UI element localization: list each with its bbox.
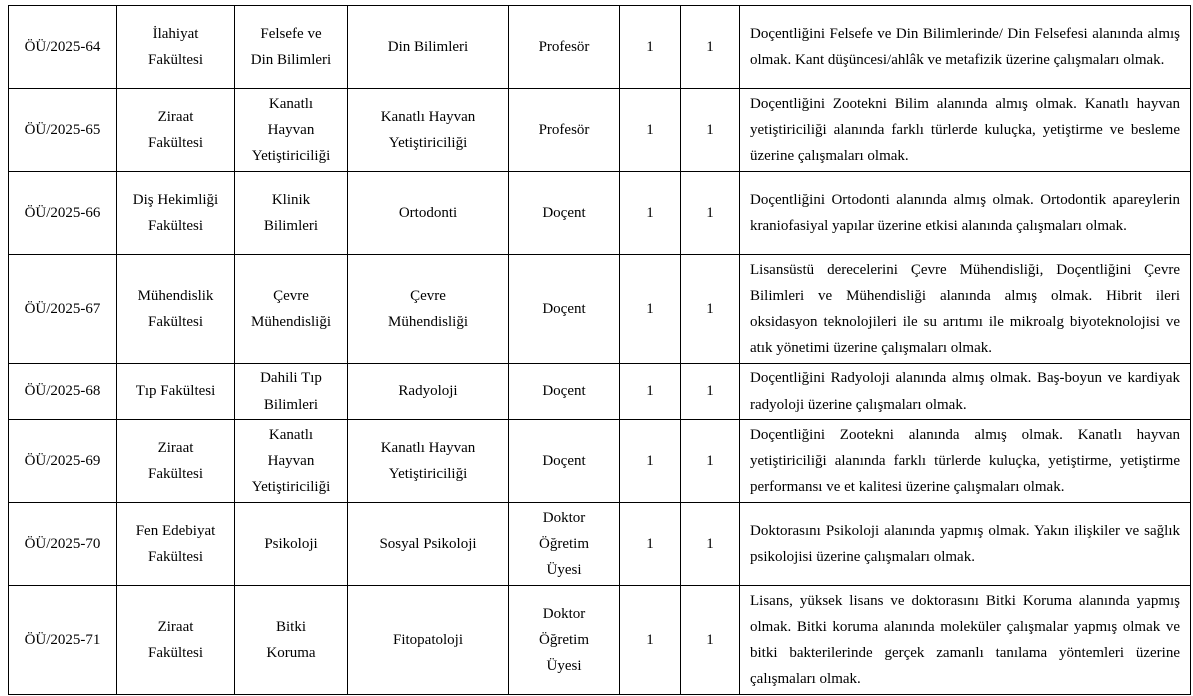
title-line: Doktor — [542, 605, 586, 622]
cell-requirements: Doçentliğini Felsefe ve Din Bilimlerinde/ Din Felsefesi alanında almış olmak. Kant düşüncesi/ahlâk ve metafizik üzerine çalışmaları olmak. — [740, 6, 1191, 89]
cell-count-a: 1 — [620, 586, 681, 695]
cell-count-b: 1 — [681, 255, 740, 364]
department-line: Mühendisliği — [250, 314, 331, 330]
faculty-line: Fakültesi — [148, 549, 203, 565]
cell-department — [235, 6, 348, 89]
department-line: Çevre — [273, 287, 309, 304]
cell-title — [509, 503, 620, 586]
cell-department — [235, 503, 348, 586]
faculty-line: Ziraat — [157, 618, 194, 635]
cell-faculty — [117, 364, 235, 420]
faculty-line: Fakültesi — [148, 314, 203, 330]
table-row — [9, 364, 1191, 420]
cell-count-a: 1 — [620, 172, 681, 255]
cell-faculty — [117, 6, 235, 89]
cell-code: ÖÜ/2025-66 — [9, 172, 117, 255]
faculty-line: Fakültesi — [148, 645, 203, 661]
cell-faculty — [117, 255, 235, 364]
cell-division — [348, 89, 509, 172]
title-line: Öğretim — [539, 535, 589, 552]
cell-department — [235, 586, 348, 695]
division-line: Yetiştiriciliği — [388, 135, 468, 151]
cell-department — [235, 89, 348, 172]
cell-count-b: 1 — [681, 586, 740, 695]
cell-code: ÖÜ/2025-65 — [9, 89, 117, 172]
cell-requirements: Doçentliğini Radyoloji alanında almış olmak. Baş-boyun ve kardiyak radyoloji üzerine çalışmaları olmak. — [740, 364, 1191, 420]
cell-division — [348, 586, 509, 695]
cell-count-b: 1 — [681, 364, 740, 420]
division-line: Fitopatoloji — [392, 631, 463, 648]
cell-department — [235, 420, 348, 503]
cell-code: ÖÜ/2025-68 — [9, 364, 117, 420]
cell-count-a: 1 — [620, 503, 681, 586]
department-line: Din Bilimleri — [250, 52, 332, 68]
department-line: Dahili Tıp — [260, 370, 322, 387]
department-line: Felsefe ve — [260, 25, 322, 42]
division-line: Kanatlı Hayvan — [380, 108, 476, 125]
title-line: Doçent — [542, 383, 586, 400]
cell-count-b: 1 — [681, 420, 740, 503]
cell-title — [509, 6, 620, 89]
cell-division — [348, 503, 509, 586]
title-line: Profesör — [538, 38, 590, 55]
division-line: Sosyal Psikoloji — [379, 535, 477, 552]
cell-title — [509, 89, 620, 172]
table-row — [9, 172, 1191, 255]
department-line: Koruma — [266, 645, 316, 661]
cell-division — [348, 364, 509, 420]
table-row — [9, 503, 1191, 586]
title-line: Profesör — [538, 121, 590, 138]
faculty-line: Mühendislik — [137, 287, 214, 304]
department-line: Hayvan — [267, 452, 315, 469]
division-line: Çevre — [410, 287, 446, 304]
table-row — [9, 586, 1191, 695]
title-line: Üyesi — [546, 562, 582, 579]
cell-requirements: Lisans, yüksek lisans ve doktorasını Bitki Koruma alanında yapmış olmak. Bitki koruma alanında moleküler çalışmalar yapmış olmak ve bitki bakterilerinde gerçek zamanlı tanılama yöntemleri üzerine çalışmaları olmak. — [740, 586, 1191, 695]
cell-faculty — [117, 420, 235, 503]
title-line: Doçent — [542, 452, 586, 469]
cell-count-b: 1 — [681, 6, 740, 89]
cell-code: ÖÜ/2025-71 — [9, 586, 117, 695]
cell-count-a: 1 — [620, 6, 681, 89]
cell-department — [235, 172, 348, 255]
cell-title — [509, 255, 620, 364]
cell-title — [509, 586, 620, 695]
department-line: Yetiştiriciliği — [251, 479, 331, 496]
cell-department — [235, 255, 348, 364]
positions-table — [8, 5, 1191, 695]
division-line: Kanatlı Hayvan — [380, 439, 476, 456]
cell-division — [348, 420, 509, 503]
cell-division — [348, 6, 509, 89]
cell-count-b: 1 — [681, 89, 740, 172]
cell-requirements: Doçentliğini Ortodonti alanında almış olmak. Ortodontik apareylerin kraniofasiyal yapılar üzerine etkisi alanında çalışmaları olmak. — [740, 172, 1191, 255]
cell-division — [348, 172, 509, 255]
department-line: Klinik — [271, 191, 311, 208]
cell-faculty — [117, 503, 235, 586]
faculty-line: Diş Hekimliği — [132, 191, 219, 208]
department-line: Hayvan — [267, 121, 315, 138]
cell-title — [509, 364, 620, 420]
division-line: Din Bilimleri — [387, 38, 469, 55]
department-line: Kanatlı — [268, 426, 314, 443]
faculty-line: Fen Edebiyat — [135, 522, 216, 539]
title-line: Doçent — [542, 204, 586, 221]
faculty-line: Tıp Fakültesi — [135, 383, 216, 400]
cell-code: ÖÜ/2025-64 — [9, 6, 117, 89]
table-row — [9, 89, 1191, 172]
table-row — [9, 420, 1191, 503]
cell-faculty — [117, 89, 235, 172]
table-row — [9, 6, 1191, 89]
table-body — [9, 6, 1191, 695]
faculty-line: Fakültesi — [148, 218, 203, 234]
cell-requirements: Doçentliğini Zootekni Bilim alanında almış olmak. Kanatlı hayvan yetiştiriciliği alanında farklı türlerde kuluçka, yetiştirme ve besleme üzerine çalışmaları olmak. — [740, 89, 1191, 172]
department-line: Bilimleri — [263, 396, 319, 413]
cell-title — [509, 420, 620, 503]
cell-faculty — [117, 172, 235, 255]
cell-faculty — [117, 586, 235, 695]
cell-count-a: 1 — [620, 420, 681, 503]
cell-requirements: Lisansüstü derecelerini Çevre Mühendisliği, Doçentliğini Çevre Bilimleri ve Mühendisliği alanında almış olmak. Hibrit ileri oksidasyon teknolojileri ile su arıtımı ile mikroalg biyoteknolojisi ve atık yönetimi üzerine çalışmaları olmak. — [740, 255, 1191, 364]
cell-count-a: 1 — [620, 89, 681, 172]
cell-title — [509, 172, 620, 255]
department-line: Bilimleri — [263, 218, 319, 234]
title-line: Öğretim — [539, 631, 589, 648]
cell-code: ÖÜ/2025-69 — [9, 420, 117, 503]
faculty-line: Ziraat — [157, 108, 194, 125]
faculty-line: İlahiyat — [152, 25, 199, 42]
cell-division — [348, 255, 509, 364]
cell-code: ÖÜ/2025-70 — [9, 503, 117, 586]
department-line: Kanatlı — [268, 95, 314, 112]
cell-code: ÖÜ/2025-67 — [9, 255, 117, 364]
faculty-line: Fakültesi — [148, 135, 203, 151]
division-line: Yetiştiriciliği — [388, 466, 468, 482]
division-line: Radyoloji — [398, 383, 458, 400]
title-line: Doçent — [542, 300, 586, 317]
cell-requirements: Doktorasını Psikoloji alanında yapmış olmak. Yakın ilişkiler ve sağlık psikolojisi üzerine çalışmaları olmak. — [740, 503, 1191, 586]
department-line: Psikoloji — [264, 535, 318, 552]
faculty-line: Fakültesi — [148, 52, 203, 68]
cell-count-b: 1 — [681, 172, 740, 255]
faculty-line: Ziraat — [157, 439, 194, 456]
cell-count-b: 1 — [681, 503, 740, 586]
faculty-line: Fakültesi — [148, 466, 203, 482]
cell-count-a: 1 — [620, 364, 681, 420]
cell-requirements: Doçentliğini Zootekni alanında almış olmak. Kanatlı hayvan yetiştiriciliği alanında farklı türlerde kuluçka, yetiştirme, yetiştirme performansı ve et kalitesi üzerine çalışmaları olmak. — [740, 420, 1191, 503]
department-line: Bitki — [275, 618, 306, 635]
department-line: Yetiştiriciliği — [251, 148, 331, 165]
cell-count-a: 1 — [620, 255, 681, 364]
division-line: Ortodonti — [398, 204, 458, 221]
table-row — [9, 255, 1191, 364]
division-line: Mühendisliği — [387, 314, 468, 330]
title-line: Doktor — [542, 509, 586, 526]
cell-department — [235, 364, 348, 420]
title-line: Üyesi — [546, 658, 582, 675]
